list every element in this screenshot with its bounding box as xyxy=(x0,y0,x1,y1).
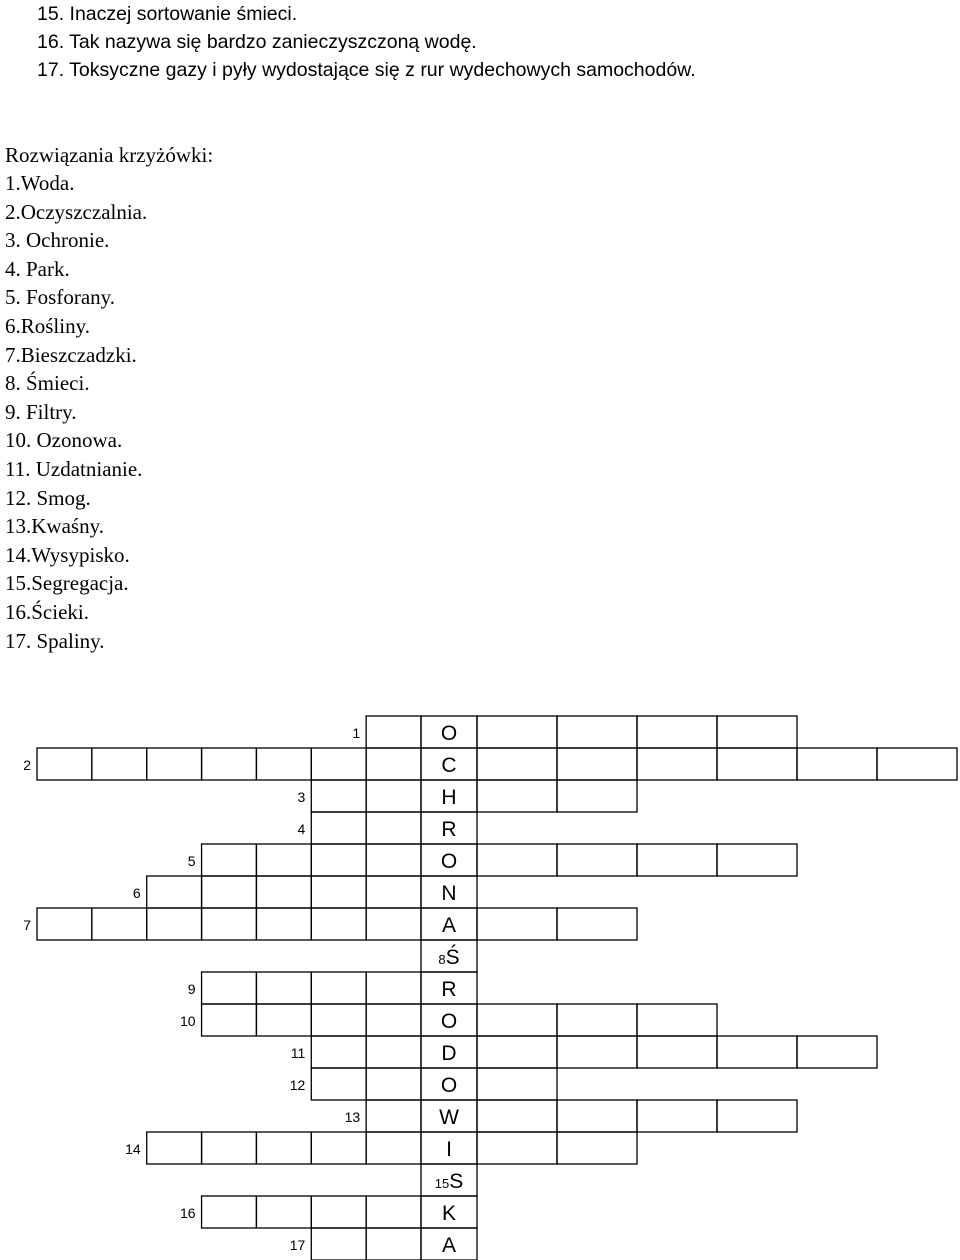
password-letter: N xyxy=(441,882,457,905)
solution-item: 9. Filtry. xyxy=(5,399,77,424)
solution-item: 8. Śmieci. xyxy=(5,371,90,396)
answer-cell xyxy=(256,1132,311,1164)
password-letter: A xyxy=(441,914,457,937)
answer-cell xyxy=(256,972,311,1004)
password-letter xyxy=(435,1170,463,1193)
clue-number: 15 xyxy=(434,1176,450,1191)
answer-cell xyxy=(366,1100,421,1132)
password-letter: D xyxy=(441,1042,457,1065)
answer-cell xyxy=(256,908,311,940)
answer-cell xyxy=(202,1196,257,1228)
answer-cell xyxy=(311,812,366,844)
answer-cell xyxy=(92,748,147,780)
answer-cell xyxy=(366,812,421,844)
solutions-heading: Rozwiązania krzyżówki: xyxy=(5,143,214,167)
password-letter: W xyxy=(439,1106,459,1129)
answer-cell xyxy=(202,1004,257,1036)
answer-cell xyxy=(637,1100,717,1132)
password-letter: H xyxy=(441,786,457,809)
answer-cell xyxy=(637,748,717,780)
letter-text: Ś xyxy=(445,946,460,969)
answer-cell xyxy=(557,908,637,940)
answer-cell xyxy=(637,1036,717,1068)
answer-cell xyxy=(477,1100,557,1132)
clue-number: 7 xyxy=(23,917,31,933)
answer-cell xyxy=(557,748,637,780)
clue-item: 16. Tak nazywa się bardzo zanieczyszczoną wodę. xyxy=(37,31,477,53)
answer-cell xyxy=(256,1004,311,1036)
answer-cell xyxy=(311,972,366,1004)
password-letter: K xyxy=(441,1202,457,1225)
letter-text: S xyxy=(449,1170,464,1193)
answer-cell xyxy=(256,1196,311,1228)
answer-cell xyxy=(311,1068,366,1100)
answer-cell xyxy=(147,1132,202,1164)
answer-cell xyxy=(366,908,421,940)
solution-item: 3. Ochronie. xyxy=(5,228,110,253)
clue-number: 6 xyxy=(132,885,141,901)
solution-item: 4. Park. xyxy=(5,256,70,281)
clue-number: 1 xyxy=(352,725,361,741)
answer-cell xyxy=(477,1132,557,1164)
password-letter: O xyxy=(440,1010,458,1033)
answer-cell xyxy=(256,844,311,876)
solution-item: 10. Ozonowa. xyxy=(5,428,123,453)
answer-cell xyxy=(877,748,957,780)
answer-cell xyxy=(311,1004,366,1036)
solution-item: 13.Kwaśny. xyxy=(5,514,104,539)
answer-cell xyxy=(477,1068,557,1100)
answer-cell xyxy=(366,1004,421,1036)
answer-cell xyxy=(37,748,92,780)
answer-cell xyxy=(92,908,147,940)
answer-cell xyxy=(202,748,257,780)
answer-cell xyxy=(202,972,257,1004)
solution-item: 16.Ścieki. xyxy=(5,599,89,624)
answer-cell xyxy=(366,1036,421,1068)
solution-item: 12. Smog. xyxy=(5,485,91,510)
answer-cell xyxy=(366,1196,421,1228)
answer-cell xyxy=(311,876,366,908)
answer-cell xyxy=(557,844,637,876)
answer-cell xyxy=(366,1132,421,1164)
solution-item: 5. Fosforany. xyxy=(5,285,116,310)
answer-cell xyxy=(366,780,421,812)
answer-cell xyxy=(637,716,717,748)
answer-cell xyxy=(717,716,797,748)
answer-cell xyxy=(557,1132,637,1164)
answer-cell xyxy=(477,844,557,876)
answer-cell xyxy=(366,1068,421,1100)
solution-item: 14.Wysypisko. xyxy=(5,542,130,567)
answer-cell xyxy=(557,1036,637,1068)
answer-cell xyxy=(477,716,557,748)
solution-item: 17. Spaliny. xyxy=(5,628,105,653)
answer-cell xyxy=(477,908,557,940)
answer-cell xyxy=(717,1100,797,1132)
answer-cell xyxy=(311,1036,366,1068)
clue-item: 17. Toksyczne gazy i pyły wydostające się z rur wydechowych samochodów. xyxy=(37,59,696,81)
answer-cell xyxy=(717,844,797,876)
answer-cell xyxy=(366,876,421,908)
solution-item: 7.Bieszczadzki. xyxy=(5,342,137,367)
clue-number: 8 xyxy=(438,952,446,967)
clue-number: 16 xyxy=(179,1205,196,1221)
answer-cell xyxy=(477,748,557,780)
answer-cell xyxy=(311,1228,366,1260)
answer-cell xyxy=(366,748,421,780)
answer-cell xyxy=(366,844,421,876)
clue-number: 4 xyxy=(297,821,306,837)
clue-number: 17 xyxy=(289,1237,306,1253)
answer-cell xyxy=(557,1004,637,1036)
password-letter: O xyxy=(440,850,458,873)
answer-cell xyxy=(256,748,311,780)
answer-cell xyxy=(557,716,637,748)
clue-number: 2 xyxy=(23,757,31,773)
password-letter: C xyxy=(441,754,457,777)
solution-item: 1.Woda. xyxy=(5,171,75,195)
answer-cell xyxy=(637,844,717,876)
answer-cell xyxy=(366,716,421,748)
clue-number: 12 xyxy=(289,1077,306,1093)
answer-cell xyxy=(147,908,202,940)
answer-cell xyxy=(256,876,311,908)
answer-cell xyxy=(202,876,257,908)
answer-cell xyxy=(37,908,92,940)
solution-item: 11. Uzdatnianie. xyxy=(5,456,143,481)
answer-cell xyxy=(147,748,202,780)
clue-item: 15. Inaczej sortowanie śmieci. xyxy=(37,3,298,25)
answer-cell xyxy=(311,908,366,940)
clue-number: 10 xyxy=(179,1013,196,1029)
password-letter: A xyxy=(441,1234,457,1257)
solution-item: 15.Segregacja. xyxy=(5,571,129,596)
answer-cell xyxy=(797,1036,877,1068)
clue-number: 3 xyxy=(297,789,306,805)
clue-number: 14 xyxy=(125,1141,141,1157)
answer-cell xyxy=(202,908,257,940)
answer-cell xyxy=(797,748,877,780)
answer-cell xyxy=(311,844,366,876)
answer-cell xyxy=(717,1036,797,1068)
password-letter: O xyxy=(440,722,458,745)
answer-cell xyxy=(717,748,797,780)
password-letter: O xyxy=(440,1074,458,1097)
answer-cell xyxy=(311,1196,366,1228)
answer-cell xyxy=(557,1100,637,1132)
password-letter: R xyxy=(441,978,457,1001)
clue-number: 9 xyxy=(187,981,196,997)
answer-cell xyxy=(477,780,557,812)
answer-cell xyxy=(557,780,637,812)
answer-cell xyxy=(366,972,421,1004)
clue-number: 5 xyxy=(187,853,196,869)
answer-cell xyxy=(637,1004,717,1036)
answer-cell xyxy=(477,1004,557,1036)
answer-cell xyxy=(147,876,202,908)
solution-item: 2.Oczyszczalnia. xyxy=(5,199,148,224)
password-letter: I xyxy=(446,1138,452,1161)
clue-number: 13 xyxy=(344,1109,361,1125)
answer-cell xyxy=(311,780,366,812)
answer-cell xyxy=(477,1036,557,1068)
password-letter xyxy=(438,945,459,969)
answer-cell xyxy=(366,1228,421,1260)
password-letter: R xyxy=(441,818,457,841)
answer-cell xyxy=(311,748,366,780)
answer-cell xyxy=(311,1132,366,1164)
clue-number: 11 xyxy=(290,1045,306,1061)
answer-cell xyxy=(202,844,257,876)
answer-cell xyxy=(202,1132,257,1164)
solution-item: 6.Rośliny. xyxy=(5,313,90,338)
